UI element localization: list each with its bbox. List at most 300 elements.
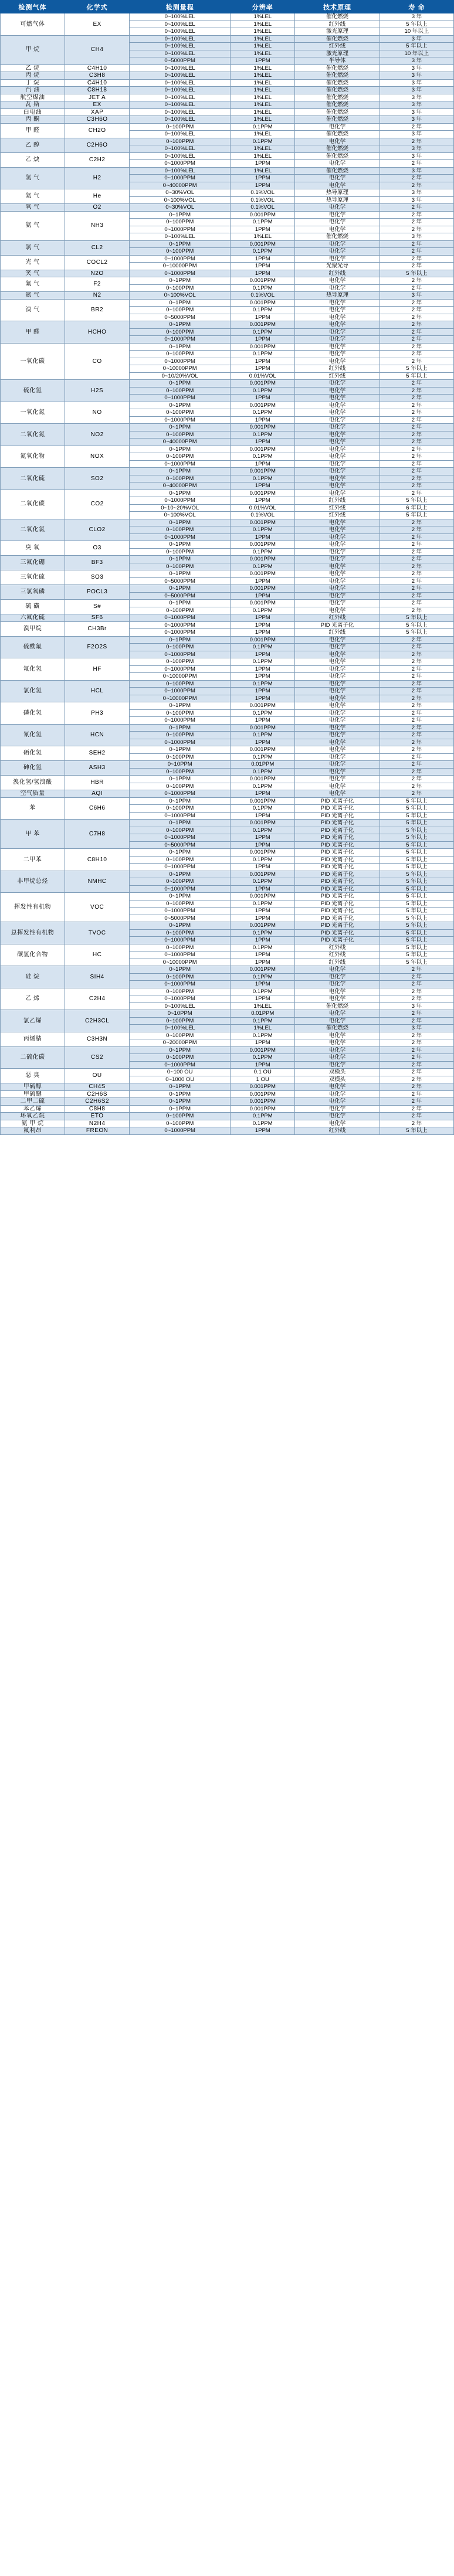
cell-resolution: 0.1PPM [231,768,295,776]
cell-lifetime: 2 年 [380,123,453,131]
cell-resolution: 0.001PPM [231,922,295,930]
cell-technology: 电化学 [295,380,380,388]
cell-resolution: 1PPM [231,951,295,959]
cell-detection-range: 0~5000PPM [130,592,231,600]
cell-detection-range: 0~1PPM [130,797,231,805]
cell-resolution: 0.1PPM [231,548,295,556]
cell-technology: 电化学 [295,1105,380,1113]
cell-lifetime: 5 年以上 [380,937,453,944]
cell-resolution: 0.1PPM [231,123,295,131]
cell-gas-name: 一氧化碳 [1,343,65,380]
cell-lifetime: 2 年 [380,328,453,336]
cell-detection-range: 0~100%LEL [130,131,231,138]
cell-lifetime: 5 年以上 [380,878,453,886]
cell-lifetime: 2 年 [380,995,453,1003]
cell-detection-range: 0~100PPM [130,475,231,482]
cell-detection-range: 0~100%LEL [130,79,231,87]
table-row [1,1083,454,1091]
table-row [1,152,454,160]
cell-technology: 电化学 [295,753,380,761]
cell-lifetime: 3 年 [380,108,453,116]
cell-gas-name: 非甲烷总烃 [1,871,65,893]
cell-gas-name: 空气质量 [1,790,65,798]
cell-gas-name: 三氧化硫 [1,570,65,585]
cell-lifetime: 2 年 [380,1039,453,1047]
cell-technology: PID 光离子化 [295,937,380,944]
cell-lifetime: 2 年 [380,402,453,409]
cell-technology: 电化学 [295,299,380,307]
table-row [1,35,454,43]
cell-resolution: 0.001PPM [231,541,295,549]
cell-detection-range: 0~1PPM [130,724,231,732]
cell-chemical-formula: HBR [65,776,130,790]
table-row [1,211,454,219]
cell-resolution: 1%LEL [231,50,295,57]
cell-technology: 电化学 [295,761,380,769]
cell-technology: 电化学 [295,424,380,431]
cell-resolution: 0.1%VOL [231,292,295,300]
cell-chemical-formula: CS2 [65,1046,130,1069]
cell-lifetime: 2 年 [380,482,453,490]
cell-resolution: 0.001PPM [231,871,295,878]
cell-detection-range: 0~40000PPM [130,439,231,446]
cell-lifetime: 2 年 [380,321,453,329]
cell-detection-range: 0~1000PPM [130,460,231,468]
cell-detection-range: 0~30%VOL [130,204,231,212]
cell-resolution: 0.1PPM [231,900,295,908]
cell-lifetime: 2 年 [380,1017,453,1025]
cell-lifetime: 2 年 [380,702,453,710]
cell-lifetime: 5 年以上 [380,21,453,28]
cell-technology: 电化学 [295,460,380,468]
cell-resolution: 0.01%VOL [231,504,295,512]
cell-technology: 电化学 [295,395,380,402]
cell-detection-range: 0~1000PPM [130,497,231,505]
table-row [1,299,454,307]
cell-resolution: 0.001PPM [231,519,295,526]
cell-lifetime: 3 年 [380,79,453,87]
cell-resolution: 1PPM [231,592,295,600]
cell-resolution: 0.001PPM [231,380,295,388]
cell-chemical-formula: XAP [65,108,130,116]
cell-resolution: 0.1PPM [231,387,295,395]
cell-chemical-formula: SF6 [65,614,130,622]
table-row [1,988,454,995]
cell-technology: PID 光离子化 [295,893,380,900]
cell-resolution: 1PPM [231,314,295,321]
cell-gas-name: 苯乙烯 [1,1105,65,1113]
cell-gas-name: 溴 气 [1,299,65,321]
cell-technology: 电化学 [295,328,380,336]
cell-resolution: 0.1PPM [231,732,295,739]
cell-chemical-formula: He [65,189,130,204]
cell-technology: 催化燃烧 [295,145,380,153]
cell-chemical-formula: CH3Br [65,621,130,636]
cell-resolution: 0.001PPM [231,746,295,754]
cell-lifetime: 5 年以上 [380,944,453,951]
cell-lifetime: 2 年 [380,160,453,168]
cell-detection-range: 0~1000PPM [130,717,231,725]
cell-technology: 电化学 [295,973,380,981]
cell-lifetime: 2 年 [380,409,453,417]
cell-gas-name: 氮 气 [1,292,65,300]
cell-technology: 催化燃烧 [295,87,380,94]
cell-lifetime: 3 年 [380,64,453,72]
cell-resolution: 1PPM [231,790,295,798]
table-row [1,1113,454,1120]
cell-resolution: 1PPM [231,416,295,424]
cell-resolution: 0.001PPM [231,446,295,453]
cell-chemical-formula: C8H10 [65,849,130,871]
cell-technology: 电化学 [295,409,380,417]
cell-lifetime: 2 年 [380,600,453,607]
cell-detection-range: 0~100PPM [130,526,231,534]
cell-lifetime: 10 年以上 [380,50,453,57]
cell-gas-name: 氮氧化物 [1,446,65,468]
cell-resolution: 1PPM [231,621,295,629]
cell-technology: 电化学 [295,336,380,344]
cell-detection-range: 0~100PPM [130,248,231,256]
cell-detection-range: 0~5000PPM [130,314,231,321]
cell-gas-name: 甲硫醚 [1,1090,65,1098]
cell-technology: 半导体 [295,57,380,65]
cell-detection-range: 0~1000PPM [130,834,231,842]
cell-resolution: 1%LEL [231,1002,295,1010]
cell-detection-range: 0~100PPM [130,1032,231,1039]
cell-lifetime: 2 年 [380,138,453,145]
cell-resolution: 0.1PPM [231,1017,295,1025]
cell-lifetime: 5 年以上 [380,512,453,519]
cell-detection-range: 0~5000PPM [130,57,231,65]
table-row [1,189,454,197]
cell-technology: 红外线 [295,504,380,512]
cell-gas-name: 氟 气 [1,277,65,292]
table-row [1,570,454,578]
cell-gas-name: 硒化氢 [1,746,65,761]
cell-lifetime: 2 年 [380,988,453,995]
cell-chemical-formula: FREON [65,1127,130,1135]
cell-gas-name: 二甲苯 [1,849,65,871]
cell-detection-range: 0~1PPM [130,893,231,900]
cell-lifetime: 5 年以上 [380,893,453,900]
cell-chemical-formula: C2H6S [65,1090,130,1098]
column-header-resolution: 分辨率 [231,1,295,13]
cell-resolution: 1PPM [231,533,295,541]
cell-resolution: 1PPM [231,358,295,365]
cell-lifetime: 2 年 [380,431,453,439]
cell-technology: PID 光离子化 [295,827,380,834]
cell-chemical-formula: CO [65,343,130,380]
cell-lifetime: 5 年以上 [380,849,453,857]
cell-resolution: 1PPM [231,651,295,658]
cell-resolution: 1PPM [231,864,295,871]
cell-technology: 电化学 [295,1010,380,1018]
cell-lifetime: 2 年 [380,526,453,534]
table-row [1,446,454,453]
cell-technology: 激光原理 [295,28,380,36]
table-row [1,761,454,769]
cell-detection-range: 0~1PPM [130,1105,231,1113]
cell-gas-name: 磷化氢 [1,702,65,725]
cell-technology: 催化燃烧 [295,94,380,101]
cell-technology: 电化学 [295,570,380,578]
cell-resolution: 0.001PPM [231,1090,295,1098]
cell-technology: 电化学 [295,1061,380,1069]
cell-detection-range: 0~1PPM [130,1098,231,1106]
cell-lifetime: 2 年 [380,255,453,263]
cell-gas-name: 二氧化碳 [1,490,65,519]
cell-resolution: 0.1PPM [231,219,295,226]
cell-lifetime: 5 年以上 [380,856,453,864]
cell-resolution: 0.1PPM [231,658,295,666]
cell-lifetime: 5 年以上 [380,43,453,50]
cell-detection-range: 0~100PPM [130,328,231,336]
cell-detection-range: 0~1PPM [130,636,231,644]
cell-lifetime: 2 年 [380,299,453,307]
cell-resolution: 0.1%VOL [231,512,295,519]
cell-detection-range: 0~100PPM [130,563,231,570]
cell-resolution: 1PPM [231,812,295,820]
cell-lifetime: 5 年以上 [380,908,453,915]
cell-resolution: 0.001PPM [231,299,295,307]
cell-chemical-formula: NMHC [65,871,130,893]
cell-technology: 电化学 [295,709,380,717]
table-row [1,1032,454,1039]
cell-lifetime: 5 年以上 [380,929,453,937]
cell-detection-range: 0~10000PPM [130,365,231,373]
cell-lifetime: 6 年以上 [380,504,453,512]
cell-technology: 催化燃烧 [295,101,380,109]
cell-chemical-formula: H2S [65,380,130,402]
cell-technology: 催化燃烧 [295,116,380,124]
table-row [1,87,454,94]
cell-detection-range: 0~1000PPM [130,1061,231,1069]
cell-chemical-formula: C6H6 [65,797,130,820]
cell-resolution: 1%LEL [231,64,295,72]
cell-gas-name: 硫酰氟 [1,636,65,658]
cell-detection-range: 0~1PPM [130,570,231,578]
table-row [1,1090,454,1098]
cell-resolution: 1PPM [231,981,295,988]
table-row [1,1098,454,1106]
cell-detection-range: 0~1PPM [130,402,231,409]
cell-gas-name: 乙 炔 [1,152,65,167]
cell-resolution: 0.001PPM [231,570,295,578]
cell-detection-range: 0~1000PPM [130,812,231,820]
cell-technology: 电化学 [295,314,380,321]
cell-detection-range: 0~100%LEL [130,43,231,50]
cell-detection-range: 0~1000PPM [130,739,231,746]
table-row [1,519,454,526]
cell-resolution: 1%LEL [231,28,295,36]
cell-technology: 电化学 [295,673,380,681]
table-row [1,871,454,878]
cell-detection-range: 0~1000PPM [130,255,231,263]
cell-chemical-formula: OU [65,1069,130,1083]
cell-detection-range: 0~10PPM [130,1010,231,1018]
table-row [1,820,454,827]
cell-resolution: 1%LEL [231,116,295,124]
cell-detection-range: 0~1000 OU [130,1076,231,1083]
column-header-technology: 技术原理 [295,1,380,13]
cell-technology: 电化学 [295,790,380,798]
cell-technology: 催化燃烧 [295,167,380,175]
cell-technology: 电化学 [295,160,380,168]
cell-technology: PID 光离子化 [295,805,380,813]
cell-gas-name: 乙 烷 [1,64,65,72]
cell-gas-name: 可燃气体 [1,13,65,36]
cell-resolution: 0.1PPM [231,351,295,358]
cell-technology: 电化学 [295,1120,380,1127]
cell-technology: PID 光离子化 [295,885,380,893]
cell-detection-range: 0~10PPM [130,761,231,769]
cell-detection-range: 0~100%LEL [130,116,231,124]
cell-technology: PID 光离子化 [295,908,380,915]
cell-gas-name: 甲 苯 [1,820,65,849]
cell-technology: 电化学 [295,468,380,475]
cell-resolution: 1PPM [231,937,295,944]
cell-chemical-formula: PH3 [65,702,130,725]
cell-technology: 电化学 [295,658,380,666]
cell-resolution: 0.001PPM [231,321,295,329]
cell-lifetime: 3 年 [380,87,453,94]
cell-detection-range: 0~1PPM [130,468,231,475]
cell-chemical-formula: NH3 [65,211,130,240]
cell-lifetime: 2 年 [380,636,453,644]
cell-resolution: 0.01PPM [231,1010,295,1018]
cell-gas-name: 砷化氢 [1,761,65,776]
table-row [1,621,454,629]
cell-technology: PID 光离子化 [295,922,380,930]
cell-resolution: 1PPM [231,841,295,849]
cell-gas-name: 硫化氢 [1,380,65,402]
cell-resolution: 0.1PPM [231,783,295,790]
cell-lifetime: 5 年以上 [380,629,453,637]
cell-lifetime: 3 年 [380,116,453,124]
cell-chemical-formula: AQI [65,790,130,798]
cell-resolution: 0.1PPM [231,453,295,461]
cell-lifetime: 2 年 [380,724,453,732]
cell-resolution: 0.1PPM [231,753,295,761]
cell-gas-name: 碳氢化合物 [1,944,65,966]
cell-lifetime: 2 年 [380,761,453,769]
cell-lifetime: 5 年以上 [380,614,453,622]
cell-resolution: 1PPM [231,885,295,893]
cell-gas-name: 三氯氧磷 [1,585,65,600]
cell-gas-name: 乙 醇 [1,138,65,152]
cell-lifetime: 2 年 [380,1046,453,1054]
cell-technology: 电化学 [295,651,380,658]
cell-chemical-formula: C3H6O [65,116,130,124]
cell-resolution: 1PPM [231,688,295,695]
cell-chemical-formula: CLO2 [65,519,130,541]
cell-detection-range: 0~5000PPM [130,915,231,922]
cell-lifetime: 2 年 [380,1076,453,1083]
cell-chemical-formula: C2H6O [65,138,130,152]
cell-technology: 电化学 [295,482,380,490]
cell-lifetime: 2 年 [380,753,453,761]
cell-lifetime: 5 年以上 [380,900,453,908]
cell-gas-name: 航空煤油 [1,94,65,101]
cell-chemical-formula: O2 [65,204,130,212]
cell-resolution: 0.1PPM [231,409,295,417]
table-row [1,13,454,21]
cell-resolution: 1PPM [231,336,295,344]
cell-resolution: 1PPM [231,959,295,966]
cell-lifetime: 2 年 [380,446,453,453]
cell-lifetime: 3 年 [380,189,453,197]
cell-lifetime: 2 年 [380,1083,453,1091]
cell-resolution: 1PPM [231,439,295,446]
cell-chemical-formula: NOX [65,446,130,468]
cell-chemical-formula: C8H18 [65,87,130,94]
cell-detection-range: 0~1PPM [130,380,231,388]
table-row [1,614,454,622]
cell-lifetime: 5 年以上 [380,497,453,505]
cell-technology: 电化学 [295,1054,380,1062]
cell-lifetime: 3 年 [380,1002,453,1010]
cell-chemical-formula: ETO [65,1113,130,1120]
cell-lifetime: 2 年 [380,1054,453,1062]
cell-resolution: 0.1PPM [231,805,295,813]
cell-resolution: 1%LEL [231,72,295,80]
cell-technology: 电化学 [295,680,380,688]
table-row [1,138,454,145]
cell-gas-name: 笑 气 [1,270,65,277]
cell-resolution: 0.001PPM [231,490,295,497]
table-row [1,790,454,798]
cell-lifetime: 2 年 [380,563,453,570]
cell-technology: 催化燃烧 [295,152,380,160]
cell-gas-name: 白电油 [1,108,65,116]
cell-technology: 电化学 [295,211,380,219]
cell-detection-range: 0~100PPM [130,1017,231,1025]
cell-detection-range: 0~1PPM [130,585,231,593]
cell-chemical-formula: SO3 [65,570,130,585]
cell-detection-range: 0~1000PPM [130,175,231,182]
cell-resolution: 1%LEL [231,131,295,138]
cell-chemical-formula: NO2 [65,424,130,446]
cell-lifetime: 2 年 [380,519,453,526]
cell-resolution: 0.001PPM [231,585,295,593]
cell-detection-range: 0~10000PPM [130,673,231,681]
cell-chemical-formula: N2H4 [65,1120,130,1127]
table-row [1,490,454,497]
cell-resolution: 1%LEL [231,13,295,21]
cell-chemical-formula: CO2 [65,490,130,519]
cell-detection-range: 0~5000PPM [130,841,231,849]
cell-gas-name: 二氧化氯 [1,519,65,541]
cell-lifetime: 2 年 [380,556,453,563]
cell-lifetime: 2 年 [380,768,453,776]
cell-resolution: 1%LEL [231,167,295,175]
cell-technology: 电化学 [295,783,380,790]
cell-lifetime: 3 年 [380,94,453,101]
cell-resolution: 0.1PPM [231,644,295,651]
cell-detection-range: 0~100PPM [130,973,231,981]
cell-resolution: 1PPM [231,665,295,673]
cell-resolution: 1PPM [231,717,295,725]
cell-lifetime: 2 年 [380,709,453,717]
cell-detection-range: 0~100%LEL [130,108,231,116]
table-row [1,636,454,644]
cell-resolution: 0.001PPM [231,849,295,857]
cell-lifetime: 2 年 [380,533,453,541]
cell-resolution: 1PPM [231,1061,295,1069]
cell-technology: 电化学 [295,541,380,549]
cell-technology: PID 光离子化 [295,849,380,857]
cell-chemical-formula: EX [65,13,130,36]
